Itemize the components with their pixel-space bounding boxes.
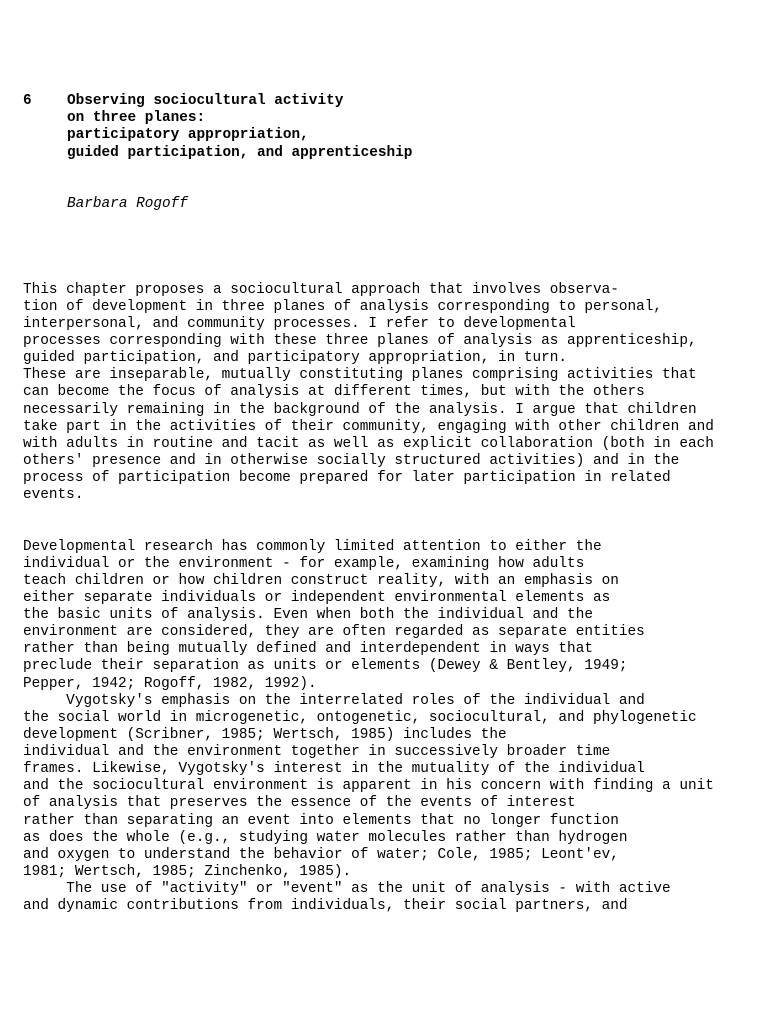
text-line: tion of development in three planes of analysis corresponding to personal,: [23, 299, 663, 315]
text-line: rather than being mutually defined and interdependent in ways that: [23, 641, 593, 657]
chapter-title-line: Observing sociocultural activity: [67, 93, 344, 109]
text-line: as does the whole (e.g., studying water molecules rather than hydrogen: [23, 830, 628, 846]
text-line: This chapter proposes a sociocultural approach that involves observa-: [23, 282, 619, 298]
text-line: frames. Likewise, Vygotsky's interest in the mutuality of the individual: [23, 761, 645, 777]
chapter-title-line: on three planes:: [67, 110, 206, 126]
text-line: These are inseparable, mutually constituting planes comprising activities that: [23, 367, 697, 383]
text-line: Developmental research has commonly limited attention to either the: [23, 539, 602, 555]
text-line: individual and the environment together in successively broader time: [23, 744, 611, 760]
text-line: the social world in microgenetic, ontogenetic, sociocultural, and phylogenetic: [23, 710, 697, 726]
text-line: process of participation become prepared for later participation in related: [23, 470, 671, 486]
text-line: The use of "activity" or "event" as the unit of analysis - with active: [23, 881, 671, 897]
text-line: with adults in routine and tacit as well as explicit collaboration (both in each: [23, 436, 714, 452]
text-line: 1981; Wertsch, 1985; Zinchenko, 1985).: [23, 864, 352, 880]
text-line: and oxygen to understand the behavior of water; Cole, 1985; Leont'ev,: [23, 847, 619, 863]
text-line: guided participation, and participatory appropriation, in turn.: [23, 350, 568, 366]
chapter-number: 6: [23, 93, 32, 109]
text-line: others' presence and in otherwise socially structured activities) and in the: [23, 453, 680, 469]
author-name: Barbara Rogoff: [67, 196, 188, 212]
text-line: and the sociocultural environment is apparent in his concern with finding a unit: [23, 778, 714, 794]
text-line: Pepper, 1942; Rogoff, 1982, 1992).: [23, 676, 317, 692]
chapter-title-line: participatory appropriation,: [67, 127, 309, 143]
text-line: processes corresponding with these three planes of analysis as apprenticeship,: [23, 333, 697, 349]
text-line: individual or the environment - for example, examining how adults: [23, 556, 585, 572]
text-line: Vygotsky's emphasis on the interrelated roles of the individual and: [23, 693, 645, 709]
text-line: and dynamic contributions from individuals, their social partners, and: [23, 898, 628, 914]
chapter-title-line: guided participation, and apprenticeship: [67, 145, 413, 161]
text-line: interpersonal, and community processes. I refer to developmental: [23, 316, 576, 332]
text-line: either separate individuals or independent environmental elements as: [23, 590, 611, 606]
text-line: teach children or how children construct reality, with an emphasis on: [23, 573, 619, 589]
text-line: the basic units of analysis. Even when both the individual and the: [23, 607, 593, 623]
text-line: can become the focus of analysis at different times, but with the others: [23, 384, 645, 400]
text-line: take part in the activities of their community, engaging with other children and: [23, 419, 714, 435]
text-line: environment are considered, they are often regarded as separate entities: [23, 624, 645, 640]
text-line: preclude their separation as units or elements (Dewey & Bentley, 1949;: [23, 658, 628, 674]
text-line: rather than separating an event into elements that no longer function: [23, 813, 619, 829]
text-line: of analysis that preserves the essence of the events of interest: [23, 795, 576, 811]
text-line: necessarily remaining in the background of the analysis. I argue that children: [23, 402, 697, 418]
text-line: events.: [23, 487, 84, 503]
text-line: development (Scribner, 1985; Wertsch, 1985) includes the: [23, 727, 507, 743]
